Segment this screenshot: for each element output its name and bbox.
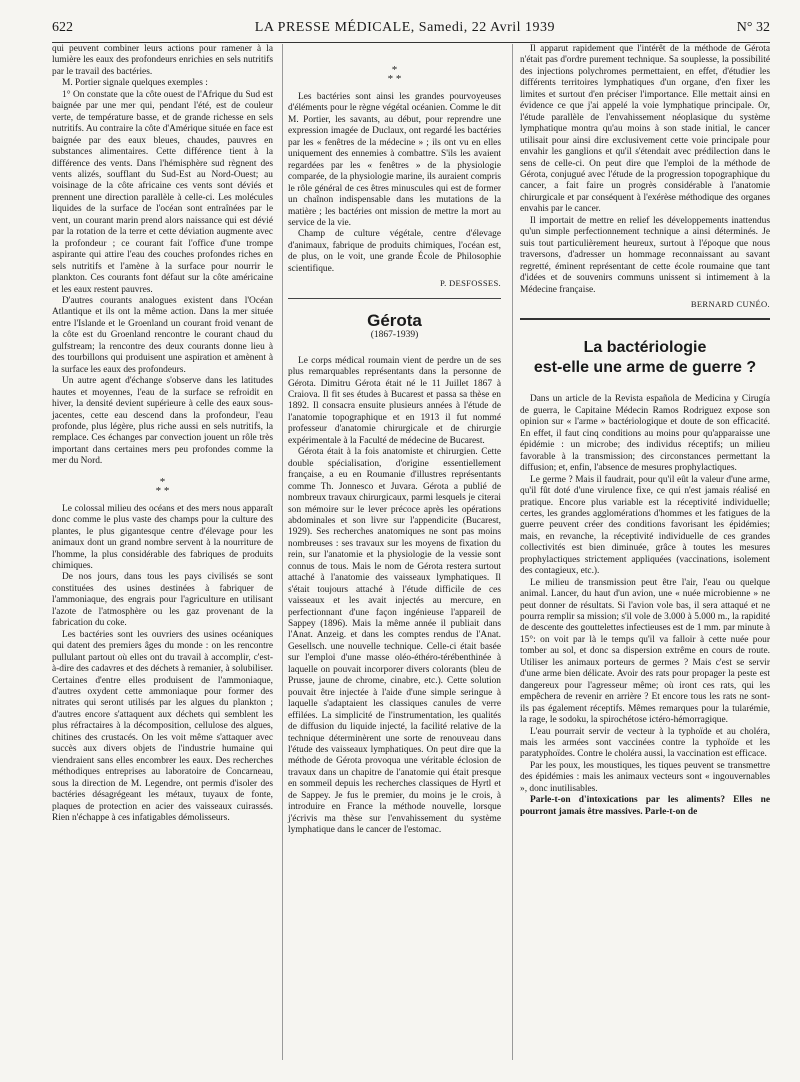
paragraph: Dans un article de la Revista española de Medicina y Cirugía de guerra, le Capitaine Médecin Ramos Rodriguez expose son opinion sur « l'arme » bactériologique et doute de son efficacité. En effet, il faut cinq conditions au moins pour qu'apparaisse une épidémie : un microbe; des individus réceptifs; un milieu favorable à la transmission; des circonstances permettant la diffusion; et, enfin, l'absence de mesures prophylactiques. bbox=[520, 394, 770, 474]
paragraph: Les bactéries sont ainsi les grandes pourvoyeuses d'éléments pour le règne végétal océanien. Comme le dit M. Portier, les savants, au début, pour reprendre une expression imagée de Duclaux, ont regardé les bactéries par les « fenêtres de la médecine » ; ils ont vu en elles uniquement des ennemies à combattre. S'ils les avaient regardées par les « fenêtres » de la physiologie comparée, de la physiologie marine, ils auraient compris le rôle général de ces êtres minuscules qui est de former un chaînon indispensable dans les mutations de la matière ; les bactéries ont mission de mettre la mort au service de la vie. bbox=[288, 92, 501, 228]
paragraph: Gérota était à la fois anatomiste et chirurgien. Cette double spécialisation, d'origine essentiellement française, a eu en Roumanie d'illustres représentants comme Th. Jonnesco et Juvara. Gérota a publié de nombreux travaux chirurgicaux, parmi lesquels je citerai son mémoire sur le lever précoce après les opérations abdominales et son livre sur l'appendicite (Bucarest, 1929). Ses recherches anatomiques ne sont pas moins nombreuses : ses travaux sur les moyens de fixation du rein, sur l'anatomie et la physiologie de la vessie sont connus de tous. Mais le nom de Gérota restera surtout attaché à l'anatomie des vaisseaux lymphatiques. Il s'était toujours attaché à l'étude difficile de ces vaisseaux et les avait injectés au mercure, en perfectionnant d'une façon ingénieuse l'appareil de Sappey (1896). Mais la même année il publiait dans l'Anat. Anzeig. et dans les comptes rendus de l'Anat. Gesellsch. une nouvelle technique. Celle-ci était basée sur l'emploi d'une masse oléo-éthéro-térébenthinée à laquelle on pouvait incorporer divers colorants (bleu de Prusse, jaune de chrome, cinabre, etc.). Cette solution pouvait être injectée à l'aide d'une simple seringue à laquelle s'adaptaient les classiques canules de verre effilées. La simplicité de l'instrumentation, les qualités de diffusion du liquide injecté, la facilité relative de la technique déterminèrent une sorte de renouveau dans l'étude des vaisseaux lymphatiques. On peut dire que la méthode de Gérota provoqua une véritable éclosion de travaux dans un chapitre de l'anatomie qui était presque en sommeil depuis les recherches classiques de Hyrtl et de Sappey. Je fus le premier, du moins je le crois, à introduire en France la méthode nouvelle, lorsque j'écrivis ma thèse sur l'envahissement du système lymphatique dans le cancer de l'estomac. bbox=[288, 447, 501, 836]
paragraph: Parle-t-on d'intoxications par les aliments? Elles ne pourront jamais être massives. Parle-t-on de bbox=[520, 795, 770, 817]
paragraph: Le corps médical roumain vient de perdre un de ses plus remarquables représentants dans la personne de Gérota. Dimitru Gérota était né le 11 Juillet 1867 à Craiova. Il fit ses études à Bucarest et passa sa thèse en 1892. Il consacra ensuite plusieurs années à l'étude de l'anatomie topographique et en 1913 il fut nommé professeur d'anatomie chirurgicale et de chirurgie expérimentale à la Faculté de médecine de Bucarest. bbox=[288, 355, 501, 446]
obituary-title: Gérota bbox=[367, 310, 422, 330]
signature: P. DESFOSSES. bbox=[440, 278, 501, 289]
article-divider bbox=[288, 298, 501, 299]
article-title-line-1: La bactériologie bbox=[583, 339, 707, 357]
article-title bbox=[520, 338, 770, 378]
article-divider bbox=[520, 318, 770, 320]
journal-title: LA PRESSE MÉDICALE, Samedi, 22 Avril 1939 bbox=[254, 20, 556, 35]
column-divider bbox=[282, 44, 283, 1060]
header-rule bbox=[52, 42, 770, 43]
paragraph: 1° On constate que la côte ouest de l'Afrique du Sud est baignée par une mer qui, pendant l'été, est de couleur verte, de température basse, et de grande richesse en sels nutritifs. Au contraire la côte d'Amérique située en face est baignée par des eaux bleues, chaudes, pauvres en substances alimentaires. Cette différence tient à la différence des vents. Dans l'hémisphère sud règnent des vents alizés, soufflant du Sud-Est au Nord-Ouest; au voisinage de la côte africaine ces vents sont déviés et prennent une direction parallèle à celle-ci. Les molécules liquides de la surface de l'océan sont entraînées par le vent, un courant marin prend alors naissance qui est dévié par la rotation de la terre et cette déviation augmente avec la profondeur ; ce courant fait l'office d'une trompe aspirante qui attire l'eau des couches profondes riches en sels nutritifs et l'amène à la surface pour nourrir le plankton. Ces courants font défaut sur la côte américaine et les eaux restent pauvres. bbox=[52, 89, 273, 295]
paragraph: D'autres courants analogues existent dans l'Océan Atlantique et ils ont la même action. Dans la mer située entre l'Islande et le Groenland un courant froid venant de la côte est du Groenland rencontre le courant chaud du gulfstream; la rencontre des deux courants donne lieu à des tourbillons qui produisent une aspiration et amènent à la surface les eaux des profondeurs. bbox=[52, 295, 273, 375]
page-number: 622 bbox=[52, 20, 73, 35]
paragraph: Par les poux, les moustiques, les tiques peuvent se transmettre des épidémies : mais les animaux vecteurs sont « ingouvernables », donc inutilisables. bbox=[520, 760, 770, 794]
paragraph: Champ de culture végétale, centre d'élevage d'animaux, fabrique de produits chimiques, l'océan est, de plus, on le voit, une grande École de Philosophie scientifique. bbox=[288, 229, 501, 274]
signature: BERNARD CUNÉO. bbox=[690, 298, 770, 309]
paragraph: M. Portier signale quelques exemples : bbox=[62, 78, 208, 89]
paragraph: L'eau pourrait servir de vecteur à la typhoïde et au choléra, mais les armées sont vaccinées contre la typhoïde et les paratyphoïdes. Contre le choléra aussi, la vaccination est efficace. bbox=[520, 726, 770, 760]
section-separator-stars: * * * bbox=[155, 475, 170, 497]
paragraph: Un autre agent d'échange s'observe dans les latitudes hautes et moyennes, l'eau de la surface se refroidit en hiver, la densité devient supérieure à celle des eaux sous-jacentes, cette eau descend dans la profondeur, l'eau profonde, plus légère, plus riche aussi en sels nutritifs, la remplace. Ces échanges par convection jouent un rôle très important dans certaines mers peu profondes comme la mer du Nord. bbox=[52, 376, 273, 467]
paragraph: qui peuvent combiner leurs actions pour ramener à la lumière les eaux des profondeurs enrichies en sels nutritifs par le travail des bactéries. bbox=[52, 44, 273, 77]
paragraph: Le milieu de transmission peut être l'air, l'eau ou quelque animal. Lancer, du haut d'un avion, une « nuée microbienne » ne peut donner de résultats. Si l'avion vole bas, il sera attaqué et ne pourra remplir sa mission; s'il vole de 3.000 à 5.000 m., la rapidité de descente des gouttelettes infectieuses est de 1 mm. par minute à 15°: on voit par là le temps qu'il va falloir à cette nuée pour tomber au sol, et donc sa dispersion extrême en cours de route. Utiliser les animaux porteurs de germes ? Mais c'est se servir d'une arme bien délicate. Avoir des rats pour propager la peste est dangereux pour l'agresseur même; où iront ces rats, qui les empêchera de revenir en arrière ? Et encore tous les rats ne sont-ils pas également réceptifs. Mêmes remarques pour la tularémie, la rage, le sodoku, la spirochétose ictéro-hémorragique. bbox=[520, 577, 770, 726]
column-right bbox=[520, 44, 770, 818]
column-middle bbox=[288, 44, 501, 837]
column-left bbox=[52, 44, 273, 824]
section-separator-stars: * * * bbox=[387, 64, 402, 85]
paragraph: Il apparut rapidement que l'intérêt de la méthode de Gérota n'était pas d'ordre purement technique. Sa souplesse, la possibilité des injections polychromes permettaient, en effet, d'étudier les différents territoires lymphatiques d'un organe, d'en fixer les limites et surtout d'en préciser l'importance. Elle mettait ainsi en évidence ce que j'ai appelé la voie lymphatique principale. Or, l'étude parallèle de l'envahissement néoplasique du système lymphatique montra qu'au moins à son stade initial, le cancer utilisait pour ainsi dire exclusivement cette voie principale pour envahir les ganglions et qu'il s'étendait avec prédilection dans le sens de celle-ci. On peut dire que l'emploi de la méthode de Gérota, conjugué avec l'étude de la progression topographique du cancer, a fait faire un progrès considérable à l'anatomie chirurgicale et par conséquent à l'exérèse méthodique des organes envahis par le cancer. bbox=[520, 44, 770, 215]
issue-number: N° 32 bbox=[736, 20, 770, 35]
paragraph: Le germe ? Mais il faudrait, pour qu'il eût la valeur d'une arme, qu'il fût doté d'une virulence fixe, ce qui n'est jamais réalisé en pratique. Encore plus variable est la réceptivité individuelle; certes, les grandes agglomérations d'hommes et les fatigues de la guerre peuvent créer des conditions favorisant les épidémies; mais, en revanche, la réceptivité individuelle de ces grandes collectivités est bien diminuée, grâce à toutes les mesures prophylactiques strictement appliquées (vaccinations, isolement des contagieux, etc.). bbox=[520, 474, 770, 577]
paragraph: Il importait de mettre en relief les développements inattendus qu'un simple perfectionnement technique a ainsi déterminés. Je suis tout particulièrement heureux, surtout à l'époque que nous traversons, d'adresser un hommage reconnaissant au savant regretté, éminent représentant de cette école roumaine que tant d'idées et de souvenirs communs unissent si intimement à la Médecine française. bbox=[520, 215, 770, 295]
obituary-dates: (1867-1939) bbox=[370, 330, 419, 341]
paragraph: De nos jours, dans tous les pays civilisés se sont constituées des usines destinées à fabriquer de l'ammoniaque, des engrais pour l'agriculture en utilisant l'azote de l'atmosphère ou les gaz provenant de la fabrication du coke. bbox=[52, 572, 273, 629]
page-header bbox=[52, 20, 770, 40]
paragraph: Les bactéries sont les ouvriers des usines océaniques qui datent des premiers âges du monde : on les rencontre pullulant partout où elles ont du travail à accomplir, c'est-à-dire des cadavres et des déchets à remanier, à solubiliser. Certaines d'entre elles produisent de l'ammoniaque, d'autres oxydent cette ammoniaque pour former des nitrates qui seront utilisés par les algues du plankton ; d'autres encore s'attaquent aux déchets qui semblent les plus réfractaires à la décomposition, cellulose des algues, chitines des crustacés. On les voit même s'attaquer avec succès aux divers objets de l'industrie humaine qui viendraient sans elles encombrer les eaux. Des recherches méthodiques entreprises au laboratoire de Concarneau, sous la direction de M. Legendre, ont permis d'isoler des bactéries désagrégeant les métaux, tuyaux de fonte, plaques de protection en acier des vaisseaux cuirassés. Rien n'échappe à ces infatigables démolisseurs. bbox=[52, 629, 273, 823]
article-title-line-2: est-elle une arme de guerre ? bbox=[533, 359, 757, 377]
paragraph: Le colossal milieu des océans et des mers nous apparaît donc comme le plus vaste des champs pour la culture des plantes, le plus gigantesque centre d'élevage pour les animaux dont un grand nombre servent à la nourriture de l'homme, la plus considérable des fabriques de produits chimiques. bbox=[52, 503, 273, 572]
column-divider bbox=[512, 44, 513, 1060]
